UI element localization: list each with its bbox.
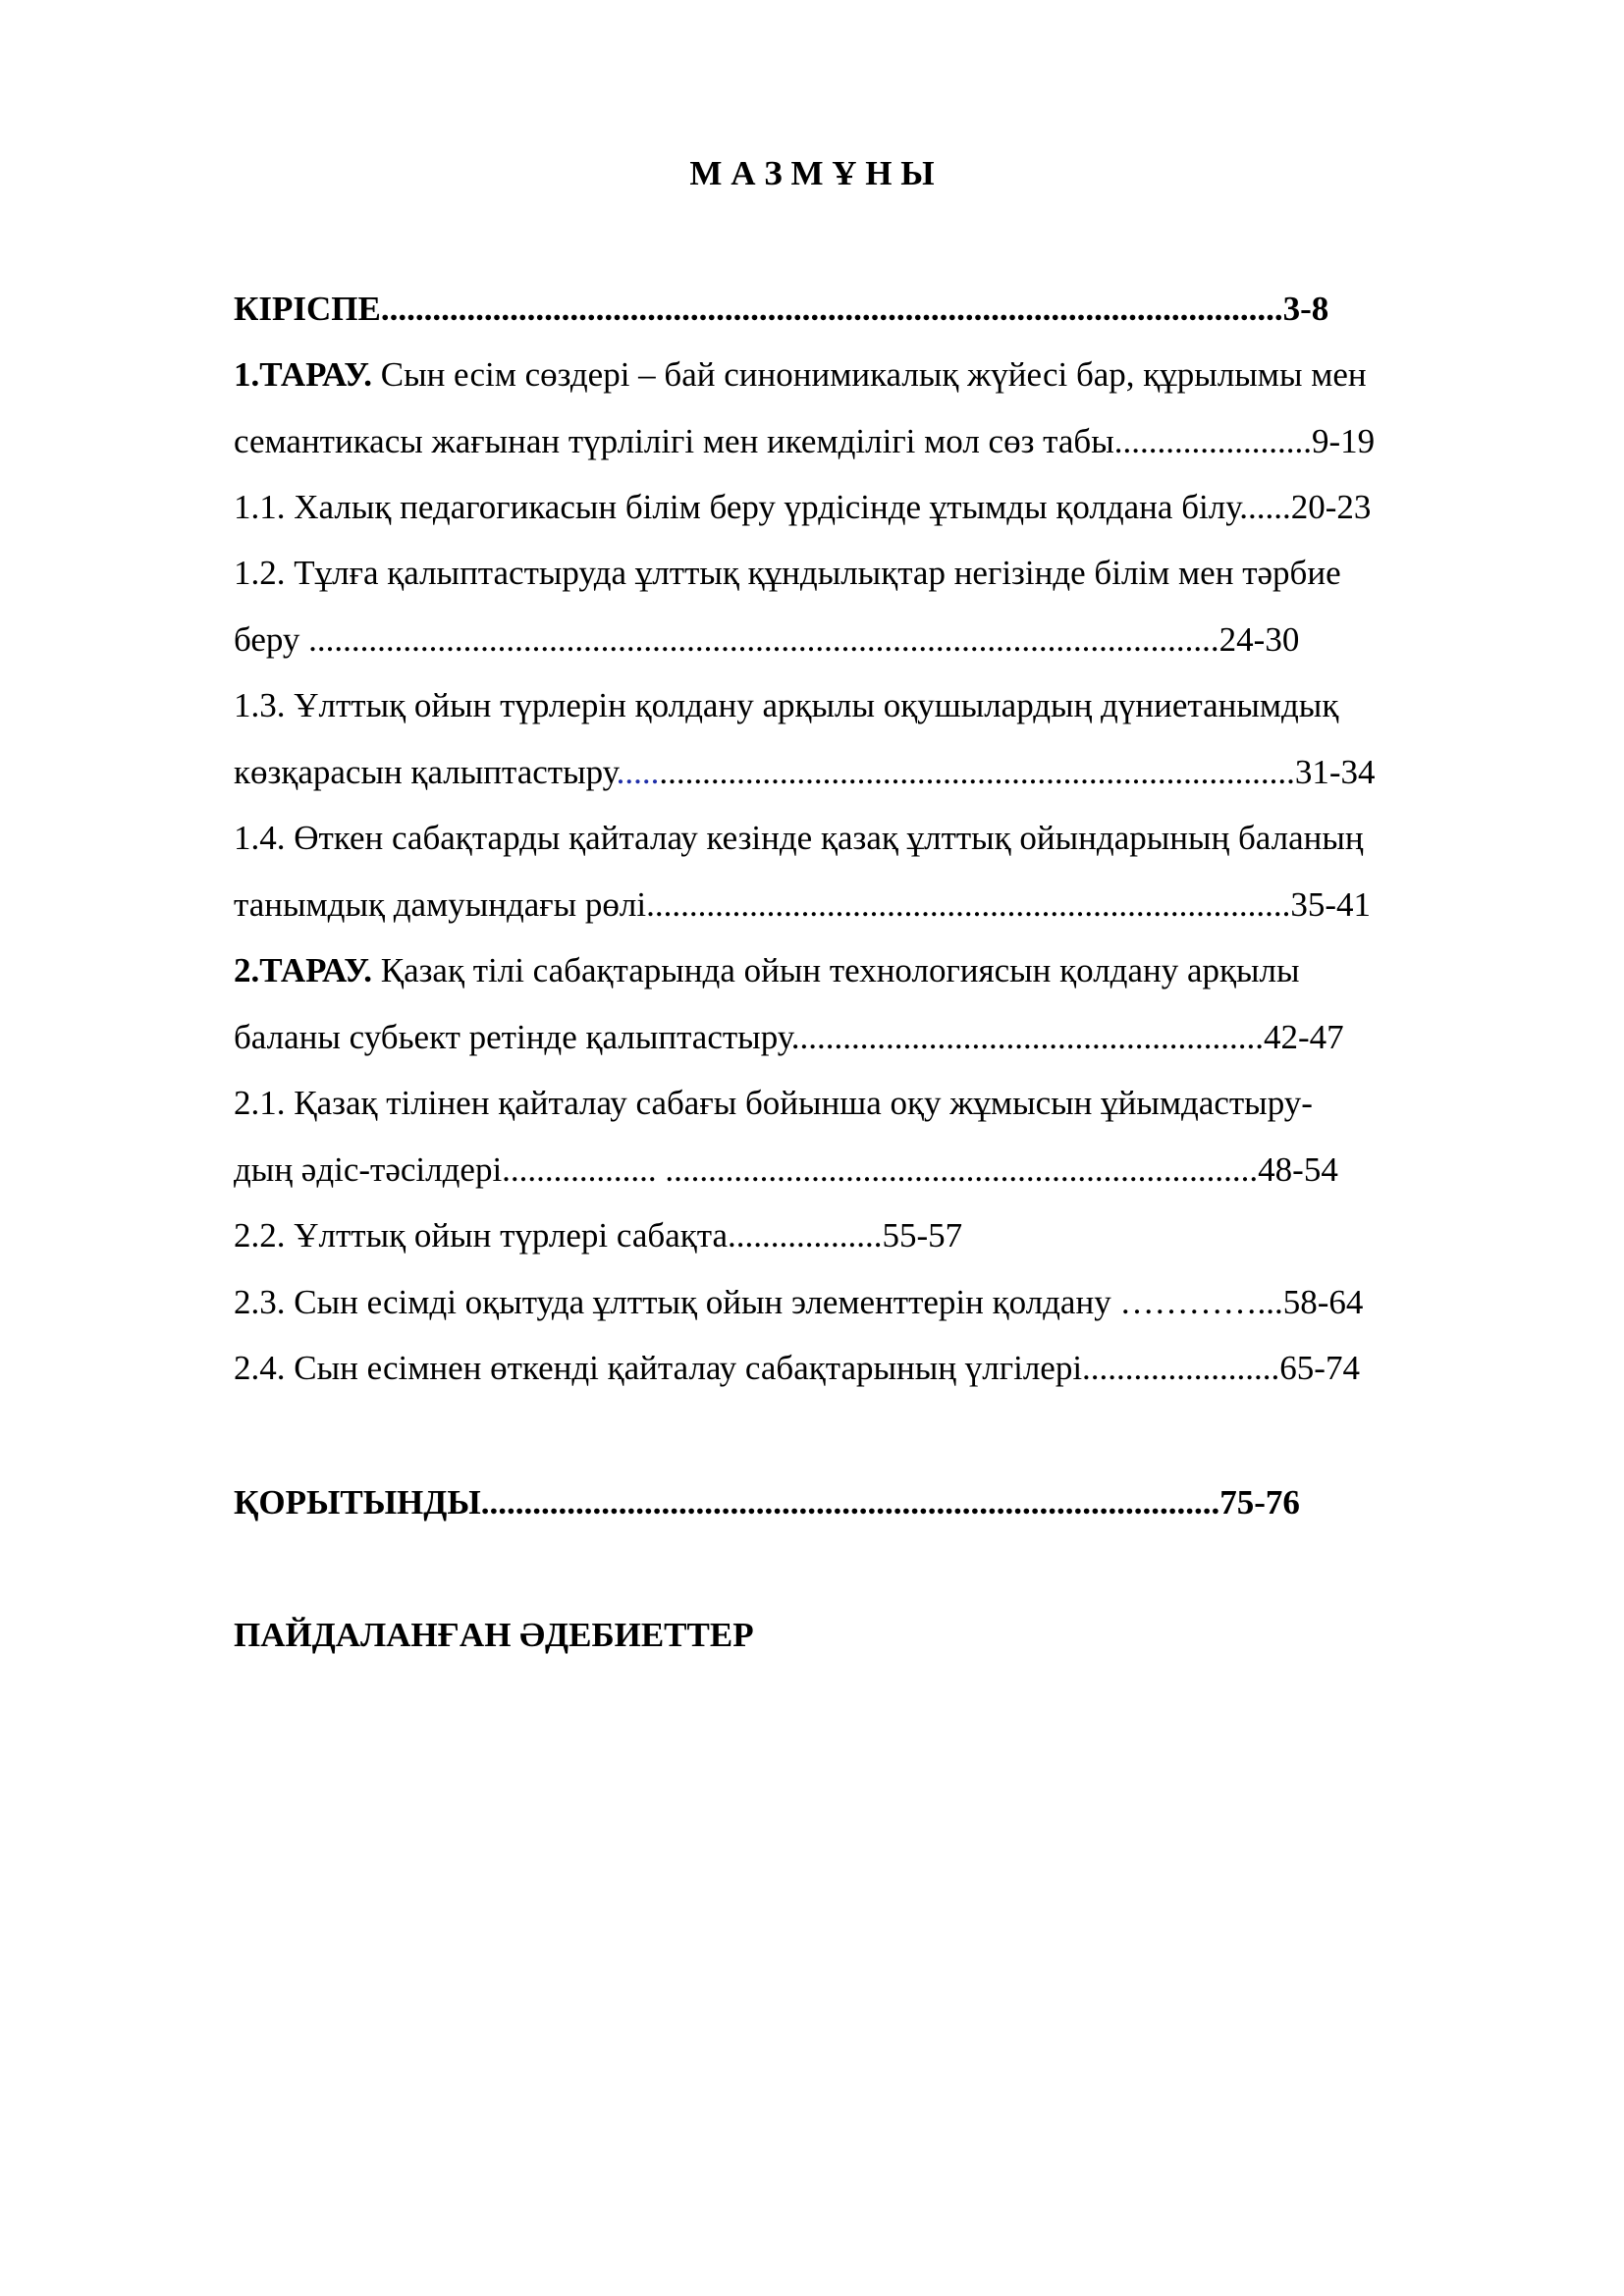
toc-line: [234, 753, 1376, 792]
toc-line-bold: 1.ТАРАУ.: [234, 355, 372, 394]
toc-line-text: 2.3. Сын есімді оқытуда ұлттық ойын элементтерін қолдану …………...58-64: [234, 1283, 1364, 1321]
toc-line-blue-dots: .....: [616, 753, 660, 791]
toc-line: [234, 1150, 1338, 1190]
toc-line-1-4: [234, 819, 1364, 858]
toc-line-2-2: [234, 1216, 962, 1255]
toc-line-text: 1.4. Өткен сабақтарды қайталау кезінде қазақ ұлттық ойындарының баланың: [234, 819, 1364, 857]
toc-line-bold: ПАЙДАЛАНҒАН ӘДЕБИЕТТЕР: [234, 1616, 754, 1654]
toc-line-conclusion: [234, 1483, 1300, 1522]
toc-line: [234, 422, 1375, 461]
toc-line-2-3: [234, 1283, 1363, 1322]
toc-line-text: 2.1. Қазақ тілінен қайталау сабағы бойынша оқу жұмысын ұйымдастыру-: [234, 1084, 1313, 1122]
toc-line-bold: ҚОРЫТЫНДЫ......................................................................................75-76: [234, 1483, 1300, 1522]
toc-line: [234, 1018, 1344, 1057]
toc-line: [234, 885, 1371, 925]
toc-line-text: ..........................................................................31-34: [659, 753, 1376, 791]
toc-line-references: [234, 1616, 754, 1655]
toc-line-text: Сын есім сөздері – бай синонимикалық жүйесі бар, құрылымы мен: [371, 355, 1367, 394]
toc-line-1-3: [234, 686, 1338, 725]
toc-line-text: 1.3. Ұлттық ойын түрлерін қолдану арқылы оқушылардың дүниетанымдық: [234, 686, 1339, 724]
toc-title: М А З М Ұ Н Ы: [689, 154, 935, 192]
toc-line-text: баланы субьект ретінде қалыптастыру.......................................................42-47: [234, 1018, 1344, 1056]
toc-line-2-4: [234, 1349, 1360, 1388]
toc-line-chapter-2: [234, 951, 1300, 990]
toc-line-intro: [234, 290, 1328, 329]
toc-line-text: беру ..........................................................................................................24-30: [234, 620, 1300, 659]
toc-line-2-1: [234, 1084, 1313, 1123]
toc-line-text: дың әдіс-тәсілдері.................. .....................................................................48-54: [234, 1150, 1338, 1189]
toc-line-text: 2.4. Сын есімнен өткенді қайталау сабақтарының үлгілері.......................65-74: [234, 1349, 1360, 1387]
toc-line-text: көзқарасын қалыптастыру: [234, 753, 617, 791]
toc-line-1-1: [234, 488, 1371, 527]
toc-line-text: 1.2. Тұлға қалыптастыруда ұлттық құндылықтар негізінде білім мен тәрбие: [234, 554, 1341, 592]
toc-line: [234, 620, 1299, 660]
toc-line-text: 2.2. Ұлттық ойын түрлері сабақта..................55-57: [234, 1216, 963, 1255]
toc-line-text: танымдық дамуындағы рөлі...........................................................................35-41: [234, 885, 1372, 924]
toc-line-text: семантикасы жағынан түрлілігі мен икемділігі мол сөз табы.......................9-19: [234, 422, 1376, 460]
toc-line-text: Қазақ тілі сабақтарында ойын технологиясын қолдану арқылы: [371, 951, 1300, 989]
toc-line-chapter-1: [234, 355, 1367, 395]
toc-line-1-2: [234, 554, 1341, 593]
toc-line-text: 1.1. Халық педагогикасын білім беру үрдісінде ұтымды қолдана білу......20-23: [234, 488, 1372, 526]
toc-line-bold: 2.ТАРАУ.: [234, 951, 372, 989]
toc-line-bold: КІРІСПЕ.........................................................................................................3-8: [234, 290, 1329, 328]
